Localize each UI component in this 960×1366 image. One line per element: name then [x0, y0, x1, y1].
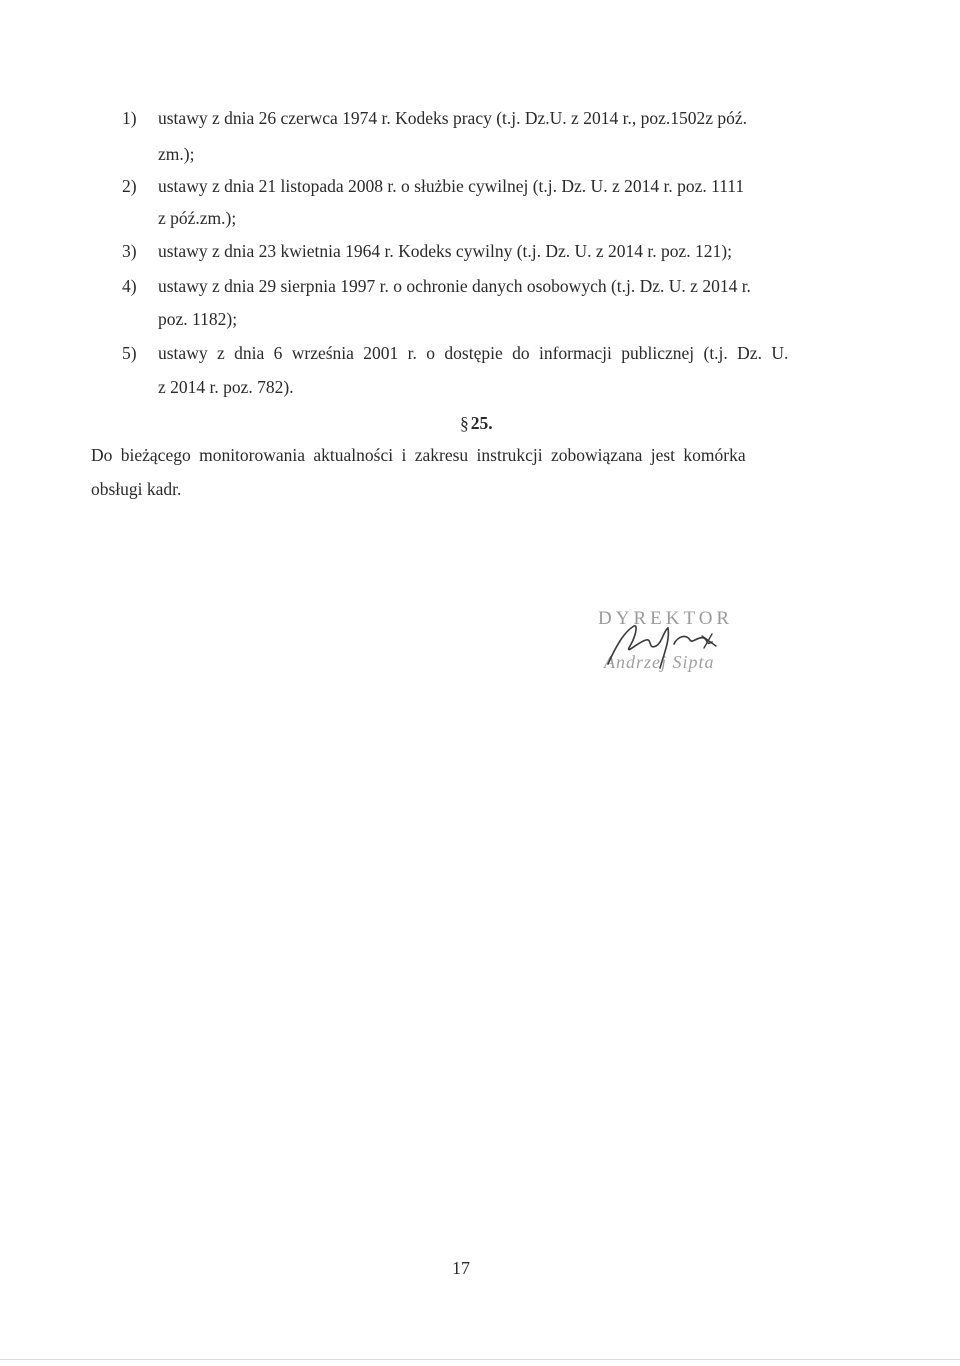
director-stamp: [594, 606, 754, 676]
list-item-number: 1): [122, 108, 137, 128]
list-item-number: 5): [122, 343, 137, 363]
list-item-text: zm.);: [158, 144, 195, 164]
page-number: 17: [452, 1258, 470, 1278]
section-heading: [460, 413, 493, 434]
list-item-text: ustawy z dnia 21 listopada 2008 r. o służbie cywilnej (t.j. Dz. U. z 2014 r. poz. 1111: [158, 176, 745, 196]
list-item-text: ustawy z dnia 6 września 2001 r. o dostępie do informacji publicznej (t.j. Dz. U.: [158, 343, 789, 363]
page-bottom-edge: [0, 1359, 960, 1360]
section-number: 25.: [470, 413, 493, 433]
list-item-number: 4): [122, 276, 137, 296]
stamp-title: DYREKTOR: [598, 608, 734, 629]
handwritten-signature: [594, 606, 754, 676]
list-item-text: ustawy z dnia 23 kwietnia 1964 r. Kodeks cywilny (t.j. Dz. U. z 2014 r. poz. 121);: [158, 241, 732, 261]
list-item-text: z 2014 r. poz. 782).: [158, 377, 294, 397]
list-item-text: ustawy z dnia 26 czerwca 1974 r. Kodeks pracy (t.j. Dz.U. z 2014 r., poz.1502z póź.: [158, 108, 747, 128]
stamp-name: Andrzej Sipta: [604, 652, 715, 672]
list-item-text: z póź.zm.);: [158, 208, 237, 228]
section-symbol: §: [460, 413, 469, 433]
list-item-text: poz. 1182);: [158, 309, 238, 329]
list-item-text: ustawy z dnia 29 sierpnia 1997 r. o ochronie danych osobowych (t.j. Dz. U. z 2014 r.: [158, 276, 751, 296]
paragraph-text: obsługi kadr.: [91, 479, 182, 499]
paragraph-text: Do bieżącego monitorowania aktualności i zakresu instrukcji zobowiązana jest komórka: [91, 445, 746, 465]
list-item-number: 3): [122, 241, 137, 261]
list-item-number: 2): [122, 176, 137, 196]
